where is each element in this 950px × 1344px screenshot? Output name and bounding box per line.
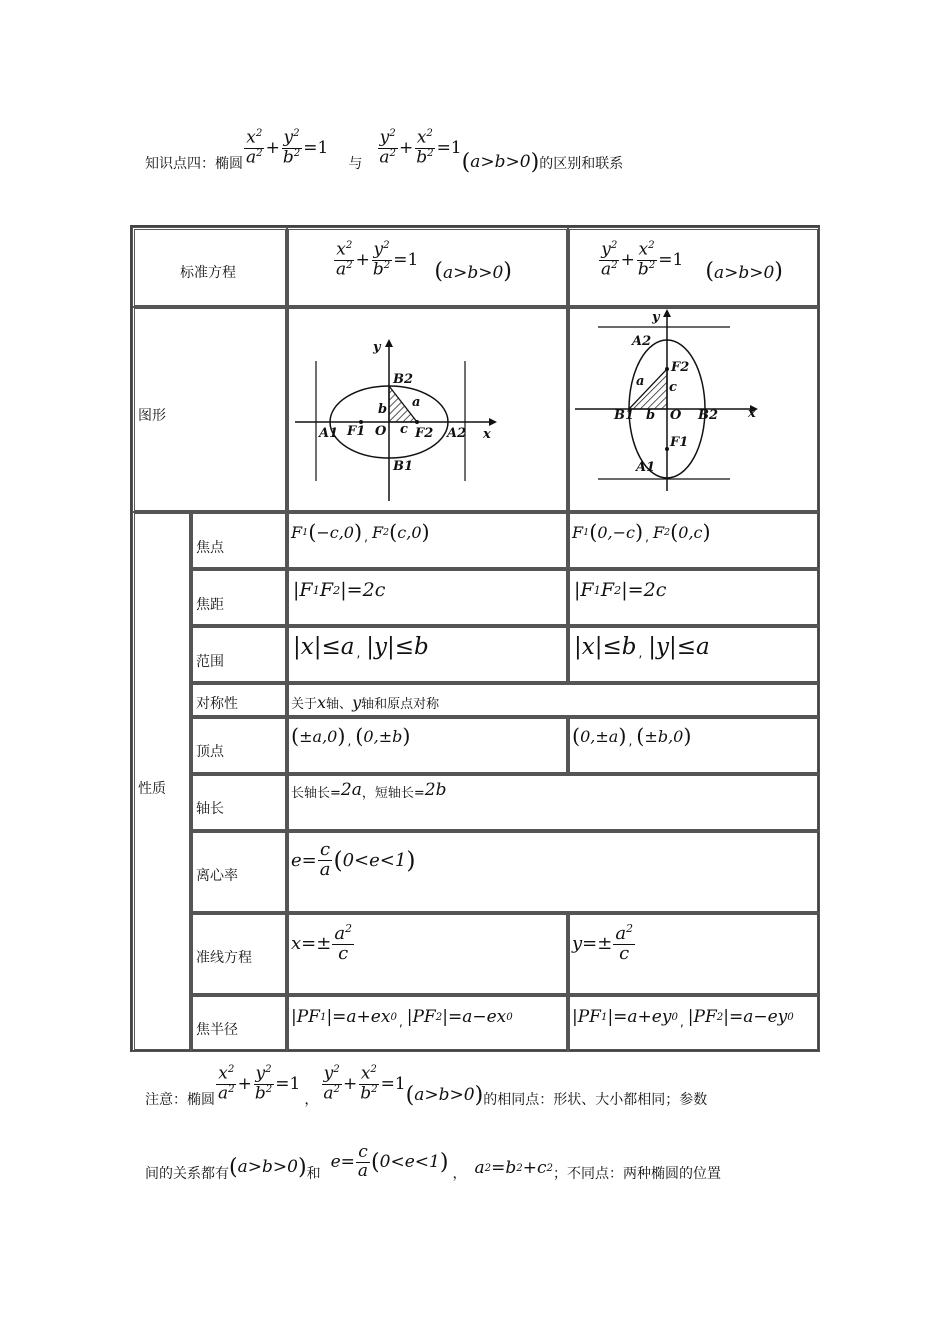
cell-graph-horizontal bbox=[286, 306, 569, 513]
cell-vertices-horizontal bbox=[286, 716, 569, 775]
note-line-1 bbox=[145, 1054, 707, 1114]
fig1-label-o: O bbox=[375, 424, 387, 439]
cell-graph-label bbox=[132, 306, 288, 513]
fig2-label-a1: A1 bbox=[636, 460, 656, 475]
cell-focus-horizontal bbox=[286, 511, 569, 570]
label-focal-radius: 焦半径 bbox=[196, 1022, 238, 1038]
note-ellipse-2: $\frac{y^2}{a^2}$ + $\frac{x^2}{b^2}$ =1 bbox=[323, 1063, 406, 1104]
vertices-vertical: ( 0,±a ) , ( ±b,0 ) bbox=[572, 724, 692, 748]
fig2-label-f1: F1 bbox=[670, 435, 689, 450]
fig2-label-c: c bbox=[669, 380, 677, 395]
heading-ellipse-2: $\frac{y^2}{a^2}$ + $\frac{x^2}{b^2}$ =1 bbox=[379, 127, 462, 168]
horizontal-ellipse-figure bbox=[289, 309, 569, 513]
fig1-label-b2: B2 bbox=[393, 372, 414, 387]
label-range: 范围 bbox=[196, 654, 224, 670]
note-line2-prefix: 间的关系都有 bbox=[145, 1166, 229, 1182]
fig2-label-b1: B1 bbox=[614, 408, 635, 423]
label-focus: 焦点 bbox=[196, 540, 224, 556]
label-symmetry: 对称性 bbox=[196, 696, 238, 712]
fig1-label-x: x bbox=[483, 427, 491, 442]
note-line2-condition: ( a>b>0 ) bbox=[229, 1154, 307, 1180]
label-focal-distance: 焦距 bbox=[196, 597, 224, 613]
note-prefix: 注意：椭圆 bbox=[145, 1092, 215, 1108]
label-standard-equation: 标准方程 bbox=[180, 265, 236, 281]
cell-symmetry-value bbox=[286, 682, 820, 718]
comparison-table bbox=[130, 225, 820, 1052]
focal-distance-horizontal: |F 1 F 2 |=2c bbox=[293, 579, 386, 601]
note-line2-comma: ， bbox=[452, 1166, 467, 1182]
axis-length-text: 长轴长= 2a ，短轴长= 2b bbox=[291, 779, 447, 801]
note-condition: ( a>b>0 ) bbox=[405, 1082, 484, 1108]
cell-range-label bbox=[190, 625, 288, 684]
label-eccentricity: 离心率 bbox=[196, 868, 238, 884]
cell-focus-vertical bbox=[567, 511, 820, 570]
focus-horizontal: F 1 ( −c,0 ) , F $^2$ ( c,0 ) bbox=[291, 520, 430, 544]
cell-directrix-horizontal bbox=[286, 912, 569, 996]
heading-condition: ( a>b>0 ) bbox=[461, 149, 540, 175]
range-vertical: |x|≤b , |y|≤a bbox=[574, 634, 710, 660]
cell-directrix-label bbox=[190, 912, 288, 996]
directrix-vertical: y=± $\frac{a^2}{c}$ bbox=[572, 922, 633, 964]
cell-focus-label bbox=[190, 511, 288, 570]
heading-suffix: 的区别和联系 bbox=[539, 156, 624, 172]
label-vertices: 顶点 bbox=[196, 744, 224, 760]
fig2-label-x: x bbox=[748, 406, 756, 421]
cell-graph-vertical bbox=[567, 306, 820, 513]
eccentricity-formula: e= $\frac{c}{a}$ ( 0<e<1 ) bbox=[291, 839, 416, 880]
cell-equation-horizontal bbox=[286, 227, 569, 308]
fig1-label-b: b bbox=[378, 402, 388, 417]
cell-equation-vertical bbox=[567, 227, 820, 308]
note-line1-suffix: 的相同点：形状、大小都相同；参数 bbox=[483, 1092, 708, 1108]
fig2-label-a2: A2 bbox=[632, 334, 652, 349]
directrix-horizontal: x=± $\frac{a^2}{c}$ bbox=[291, 922, 352, 964]
fig1-label-a2: A2 bbox=[447, 426, 467, 441]
equation-vertical: $\frac{y^2}{a^2}$ + $\frac{x^2}{b^2}$ =1 (a>b>0) bbox=[601, 239, 783, 284]
focal-radius-vertical: |PF 1 |=a+ey 0 , |PF $^2$ |=a−ey 0 bbox=[572, 1007, 794, 1029]
focal-distance-vertical: |F 1 F 2 |=2c bbox=[574, 579, 667, 601]
cell-focal-distance-horizontal bbox=[286, 568, 569, 627]
note-line2-relation: a 2 =b 2 +c 2 bbox=[474, 1158, 553, 1178]
cell-focal-radius-label bbox=[190, 994, 288, 1052]
cell-axis-length-label bbox=[190, 773, 288, 832]
cell-eccentricity-label bbox=[190, 830, 288, 914]
note-ellipse-1: $\frac{x^2}{a^2}$ + $\frac{y^2}{b^2}$ =1 bbox=[218, 1063, 301, 1104]
label-properties: 性质 bbox=[138, 781, 166, 797]
range-horizontal: |x|≤a , |y|≤b bbox=[293, 634, 429, 660]
fig1-label-f1: F1 bbox=[347, 424, 366, 439]
note-line2-suffix: ；不同点：两种椭圆的位置 bbox=[552, 1166, 721, 1182]
fig1-label-a: a bbox=[412, 395, 421, 410]
cell-axis-length-value bbox=[286, 773, 820, 832]
fig1-label-c: c bbox=[400, 422, 408, 437]
cell-focal-radius-horizontal bbox=[286, 994, 569, 1052]
equation-horizontal: $\frac{x^2}{a^2}$ + $\frac{y^2}{b^2}$ =1 (a>b>0) bbox=[336, 239, 512, 284]
cell-focal-distance-vertical bbox=[567, 568, 820, 627]
note-line-2 bbox=[145, 1138, 721, 1186]
heading bbox=[145, 125, 623, 181]
heading-connector: 与 bbox=[348, 156, 363, 172]
fig2-label-b2: B2 bbox=[698, 408, 719, 423]
cell-vertices-label bbox=[190, 716, 288, 775]
cell-equation-label bbox=[132, 227, 288, 308]
cell-symmetry-label bbox=[190, 682, 288, 718]
cell-directrix-vertical bbox=[567, 912, 820, 996]
fig2-label-o: O bbox=[670, 408, 682, 423]
symmetry-text: 关于x轴、y轴和原点对称 bbox=[291, 693, 440, 712]
fig2-label-b: b bbox=[646, 408, 656, 423]
fig1-label-f2: F2 bbox=[415, 426, 434, 441]
label-graph: 图形 bbox=[138, 408, 166, 424]
heading-prefix: 知识点四：椭圆 bbox=[145, 156, 243, 172]
vertices-horizontal: ( ±a,0 ) , ( 0,±b ) bbox=[291, 724, 411, 748]
note-line2-eccentricity: e= $\frac{c}{a}$ ( 0<e<1 ) bbox=[330, 1141, 449, 1181]
cell-focal-radius-vertical bbox=[567, 994, 820, 1052]
cell-eccentricity-value bbox=[286, 830, 820, 914]
fig2-label-a: a bbox=[636, 374, 645, 389]
vertical-ellipse-figure bbox=[570, 309, 820, 513]
fig1-label-a1: A1 bbox=[319, 426, 339, 441]
cell-range-vertical bbox=[567, 625, 820, 684]
fig2-label-f2: F2 bbox=[671, 360, 690, 375]
cell-focal-distance-label bbox=[190, 568, 288, 627]
heading-ellipse-1: $\frac{x^2}{a^2}$ + $\frac{y^2}{b^2}$ =1 bbox=[246, 127, 329, 168]
cell-properties-label bbox=[132, 511, 192, 1052]
cell-range-horizontal bbox=[286, 625, 569, 684]
focus-vertical: F 1 ( 0,−c ) , F $^2$ ( 0,c ) bbox=[572, 520, 711, 544]
focal-radius-horizontal: |PF 1 |=a+ex 0 , |PF $^2$ |=a−ex 0 bbox=[291, 1007, 513, 1029]
fig2-label-y: y bbox=[652, 310, 660, 325]
note-line2-he: 和 bbox=[306, 1166, 321, 1182]
fig1-label-y: y bbox=[373, 340, 381, 355]
cell-vertices-vertical bbox=[567, 716, 820, 775]
label-directrix: 准线方程 bbox=[196, 950, 252, 966]
fig1-label-b1: B1 bbox=[393, 459, 414, 474]
note-comma: ， bbox=[304, 1092, 319, 1108]
label-axis-length: 轴长 bbox=[196, 801, 224, 817]
